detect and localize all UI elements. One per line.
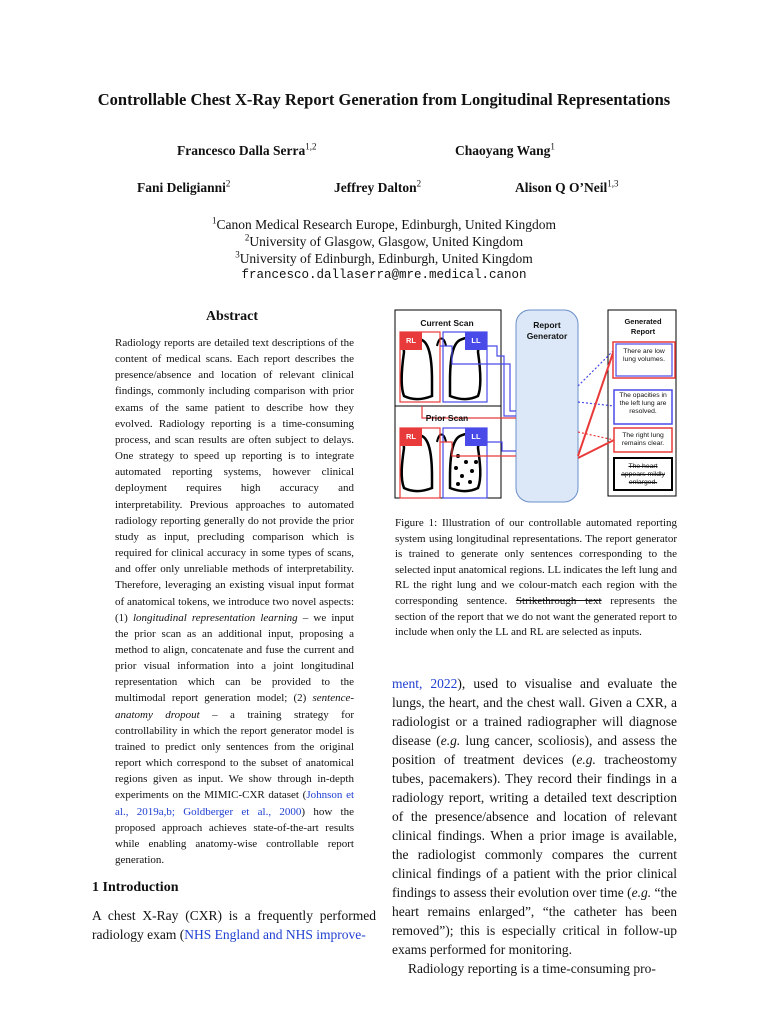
author-sup: 2 <box>225 178 231 189</box>
caption-strikethrough: Strikethrough text <box>515 594 602 607</box>
intro-paragraph-1 <box>392 674 677 959</box>
affiliation-text: Canon Medical Research Europe, Edinburgh, United Kingdom <box>216 217 556 232</box>
sentence-4-strikethrough: The heart appears mildly enlarged. <box>621 463 665 486</box>
affiliation-1 <box>84 216 684 233</box>
affiliation-sup: 3 <box>235 249 240 260</box>
affiliation-text: University of Glasgow, Glasgow, United Kingdom <box>249 234 524 249</box>
section-heading: 1 Introduction <box>92 880 179 895</box>
intro-text: ), used to visualise and evaluate the lungs, the heart, and the chest wall. Given a CXR, a radiologist or a trained radiographer will diagnose disease ( <box>392 676 677 748</box>
caption-text: represents the section of the report that we do not want the generated report to include when only the LL and RL are selected as inputs. <box>395 594 678 639</box>
caption-text: Figure 1: Illustration of our controllable automated reporting system using longitudinal representations. The report generator is trained to generate only sentences corresponding to the selected input anatomical regions. LL indicates the left lung and RL the right lung and we colour-match each region with the corresponding sentence. <box>395 517 677 607</box>
affiliation-sup: 1 <box>212 215 217 226</box>
author-name: Alison Q O’Neil <box>515 180 608 195</box>
affiliation-2 <box>84 233 684 250</box>
author-name: Chaoyang Wang <box>455 143 551 158</box>
ll-tag-prior: LL <box>471 432 481 441</box>
ll-tag-current: LL <box>471 336 481 345</box>
abstract-body <box>115 335 354 868</box>
author-4 <box>334 180 421 196</box>
sentence-3: The right lung remains clear. <box>621 432 665 447</box>
sentence-1: There are low lung volumes. <box>623 348 665 363</box>
figure-1 <box>392 306 682 506</box>
intro-text: tracheostomy tubes, pacemakers). They record their findings in a radiology report, writing a detailed text description of the presence/absence and location of relevant clinical findings. When a prior image is available, the radiologist commonly compares the current clinical findings of a patient with the prior clinical findings to assess their evolution over time ( <box>392 752 677 900</box>
intro-emphasis: e.g. <box>631 885 652 900</box>
affiliation-text: University of Edinburgh, Edinburgh, United Kingdom <box>239 251 533 266</box>
author-sup: 2 <box>416 178 422 189</box>
intro-left-column <box>92 906 376 944</box>
prior-scan-label: Prior Scan <box>425 413 469 423</box>
rl-tag-current: RL <box>406 336 416 345</box>
abstract-text: ) how the proposed approach achieves state-of-the-art results while enabling anatomy-wise controllable report generation. <box>115 805 354 866</box>
abstract-emphasis: sentence-anatomy dropout <box>115 692 354 721</box>
abstract-heading: Abstract <box>205 309 259 324</box>
intro-text: lung cancer, scoliosis), and assess the position of treatment devices ( <box>392 733 677 767</box>
intro-paragraph-2: Radiology reporting is a time-consuming pro- <box>408 961 656 976</box>
abstract-text: – we input the prior scan as an additional input, proposing a method to align, concatenate and fuse the current and prior visual information into a joint longitudinal representation which can be provided to the multimodal report generation model; (2) <box>115 611 354 705</box>
author-sup: 1,3 <box>607 178 619 189</box>
author-name: Fani Deligianni <box>137 180 226 195</box>
figure-caption <box>395 516 677 641</box>
author-1 <box>177 143 316 159</box>
abstract-emphasis: longitudinal representation learning <box>132 611 298 624</box>
intro-text: “the heart remains enlarged”, “the catheter has been removed”); this is especially critical in follow-up exams performed for monitoring. <box>392 885 677 957</box>
affiliation-3 <box>84 250 684 267</box>
author-2 <box>455 143 555 159</box>
abstract-text: Radiology reports are detailed text descriptions of the content of medical scans. Each report describes the presence/absence and location of relevant clinical findings, commonly including comparison with prior exams of the same patient to describe how they evolved. Radiology reporting is a time-consuming process, and scan results are often subject to delays. One strategy to speed up reporting is to integrate automated reporting systems, however clinical deployment requires high accuracy and interpretability. Previous approaches to automated radiology reporting generally do not provide the prior study as input, precluding comparison which is required for clinical accuracy in some types of scans, and offer only unreliable methods of interpretability. Therefore, leveraging an existing visual input format of anatomical tokens, we introduce two novel aspects: (1) <box>115 337 354 624</box>
abstract-text: – a training strategy for controllability in which the report generator model is trained to predict only sentences from the original report which correspond to the subset of anatomical regions given as input. We show through in-depth experiments on the MIMIC-CXR dataset ( <box>115 708 354 802</box>
paper-title: Controllable Chest X-Ray Report Generation from Longitudinal Representations <box>97 90 671 109</box>
citation-link[interactable]: NHS England and NHS improve- <box>184 927 366 942</box>
author-3 <box>137 180 230 196</box>
email: francesco.dallaserra@mre.medical.canon <box>241 268 527 282</box>
intro-text: A chest X-Ray (CXR) is a frequently performed radiology exam ( <box>92 908 376 942</box>
author-name: Jeffrey Dalton <box>334 180 417 195</box>
citation-link[interactable]: Johnson et al., 2019a,b; Goldberger et al., 2000 <box>115 789 355 818</box>
report-generator-label: Report Generator <box>526 320 568 341</box>
author-sup: 1 <box>550 141 555 152</box>
current-scan-label: Current Scan <box>420 318 474 328</box>
generated-report-label: Generated Report <box>624 317 662 336</box>
affiliation-sup: 2 <box>244 232 250 243</box>
affiliations <box>84 216 684 284</box>
intro-right-column <box>392 674 677 978</box>
intro-emphasis: e.g. <box>440 733 461 748</box>
author-sup: 1,2 <box>305 141 317 152</box>
rl-tag-prior: RL <box>406 432 416 441</box>
intro-emphasis: e.g. <box>576 752 596 767</box>
citation-link[interactable]: ment, 2022 <box>392 676 458 691</box>
author-5 <box>515 180 619 196</box>
sentence-2: The opacities in the left lung are resolved. <box>619 392 667 415</box>
author-name: Francesco Dalla Serra <box>177 143 306 158</box>
